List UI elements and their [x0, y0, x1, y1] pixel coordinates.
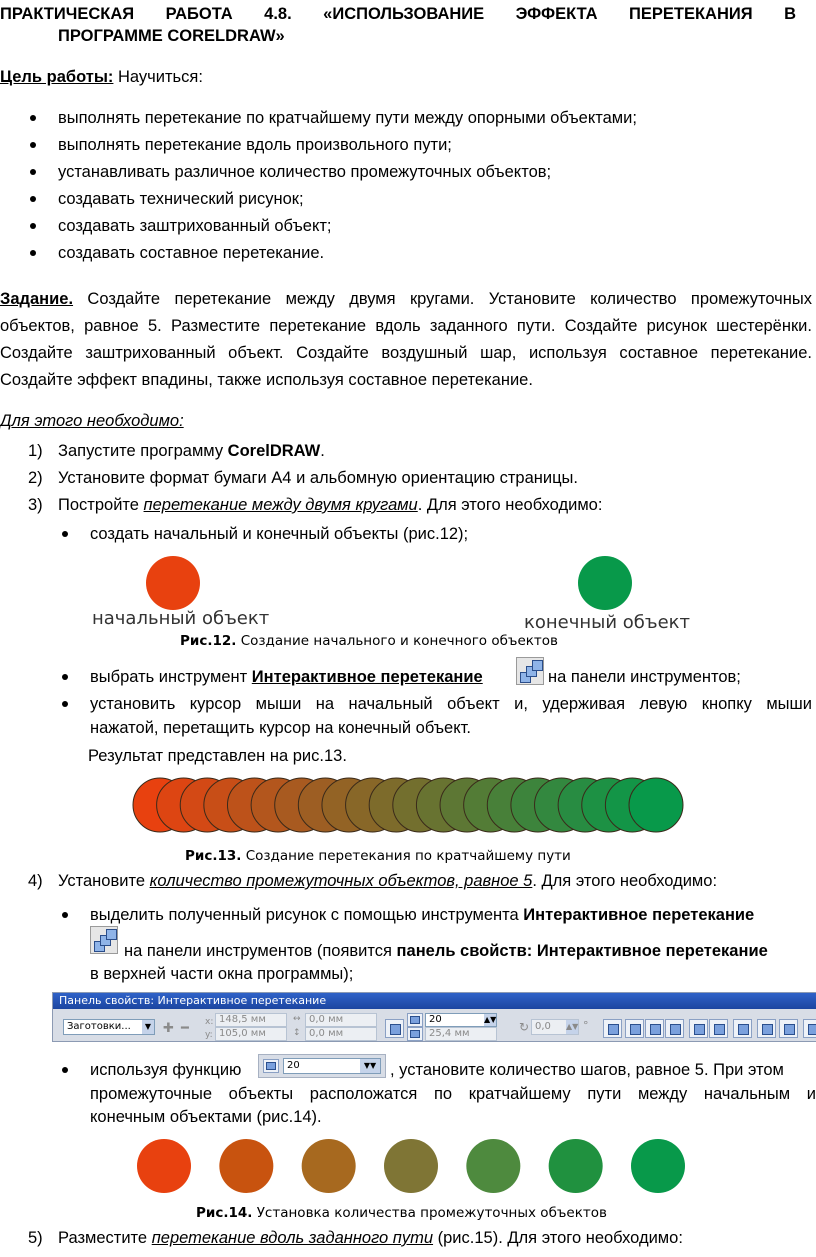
x-label: x:: [205, 1017, 214, 1027]
task-line: Создайте эффект впадины, также используя составное перетекание.: [0, 371, 533, 389]
task-text: Создайте перетекание между двумя кругами. Установите количество промежуточных: [73, 290, 812, 308]
steps-field[interactable]: [283, 1058, 381, 1074]
step-emphasis: перетекание между двумя кругами: [143, 496, 418, 514]
clockwise-blend-button[interactable]: [645, 1019, 664, 1038]
substep-tail: на панели инструментов;: [548, 668, 741, 686]
substep: нажатой, перетащить курсор на конечный объект.: [90, 719, 471, 737]
step-text: на панели инструментов (появится: [124, 942, 397, 960]
step-number: 5): [28, 1229, 43, 1247]
bullet-icon: [30, 223, 36, 229]
goal-text: Научиться:: [113, 68, 203, 86]
misc-blend-options-button[interactable]: [733, 1019, 752, 1038]
figure-14-caption: [196, 1205, 607, 1221]
spacing-toggle[interactable]: [407, 1027, 423, 1041]
degree-label: °: [583, 1019, 589, 1032]
size-accel-button[interactable]: [709, 1019, 728, 1038]
bullet-icon: [62, 531, 68, 537]
caption-text: Установка количества промежуточных объектов: [252, 1205, 607, 1221]
step-text: Установите: [58, 872, 150, 890]
caption-label: Рис.13.: [185, 848, 242, 864]
steps-toggle-icon: [263, 1059, 279, 1073]
interactive-blend-icon: [90, 926, 118, 954]
result-text: Результат представлен на рис.13.: [88, 747, 347, 765]
substep: конечным объектами (рис.14).: [90, 1108, 322, 1126]
goal-item: создавать заштрихованный объект;: [58, 217, 332, 235]
substep: используя функцию: [90, 1061, 242, 1079]
chevron-down-icon[interactable]: ▼: [142, 1020, 154, 1034]
figure-13-caption: [185, 848, 571, 864]
bullet-icon: [30, 169, 36, 175]
blend-step-circle: [137, 1139, 191, 1193]
blend-step-circle: [631, 1139, 685, 1193]
width-field[interactable]: 0,0 мм: [305, 1013, 377, 1027]
interactive-blend-icon: [516, 657, 544, 685]
direct-blend-button[interactable]: [625, 1019, 644, 1038]
property-bar: [52, 992, 816, 1042]
step-text: . Для этого необходимо:: [417, 496, 603, 514]
substep: создать начальный и конечный объекты (рис.12);: [90, 525, 469, 543]
step-text: Постройте: [58, 496, 144, 514]
width-icon: ↔: [293, 1014, 301, 1024]
step-text: Разместите: [58, 1229, 152, 1247]
presets-value: Заготовки...: [67, 1021, 131, 1032]
step-number: 2): [28, 469, 43, 487]
start-end-properties-button[interactable]: [757, 1019, 776, 1038]
step-5: [58, 1227, 683, 1249]
y-position-field[interactable]: 105,0 мм: [215, 1027, 287, 1041]
howto-heading: Для этого необходимо:: [0, 412, 184, 430]
end-circle: [578, 556, 632, 610]
step-text: Запустите программу: [58, 442, 228, 460]
bullet-icon: [62, 1067, 68, 1073]
end-object-label: конечный объект: [524, 612, 691, 633]
spin-icon[interactable]: ▼▼: [360, 1059, 380, 1073]
step-2: Установите формат бумаги А4 и альбомную ориентацию страницы.: [58, 469, 578, 487]
page-title: ПРАКТИЧЕСКАЯ РАБОТА 4.8. «ИСПОЛЬЗОВАНИЕ ЭФФЕКТА ПЕРЕТЕКАНИЯ В: [0, 5, 796, 23]
blend-step-circle: [219, 1139, 273, 1193]
substep: промежуточные объекты расположатся по кратчайшему пути между начальным и: [90, 1085, 816, 1103]
height-field[interactable]: 0,0 мм: [305, 1027, 377, 1041]
presets-dropdown[interactable]: [63, 1019, 155, 1035]
rotation-icon: ↻: [519, 1020, 530, 1034]
steps-value: 20: [429, 1014, 442, 1025]
bullet-icon: [30, 196, 36, 202]
bullet-icon: [30, 142, 36, 148]
task-line: объектов, равное 5. Разместите перетекание вдоль заданного пути. Создайте рисунок шестерёнки.: [0, 317, 812, 335]
loop-blend-button[interactable]: [603, 1019, 622, 1038]
figure-12-caption: [180, 633, 558, 649]
blend-step-circle: [466, 1139, 520, 1193]
panel-name: панель свойств: Интерактивное перетекание: [396, 942, 768, 960]
step-emphasis: перетекание вдоль заданного пути: [151, 1229, 434, 1247]
goal-item: создавать технический рисунок;: [58, 190, 304, 208]
blend-step-circle: [629, 778, 683, 832]
blend-step-circle: [384, 1139, 438, 1193]
goal-item: выполнять перетекание вдоль произвольного пути;: [58, 136, 452, 154]
caption-text: Создание начального и конечного объектов: [236, 633, 559, 649]
task-line: [0, 288, 812, 310]
substep: в верхней части окна программы);: [90, 965, 354, 983]
step-number: 4): [28, 872, 43, 890]
bullet-icon: [62, 674, 68, 680]
start-circle: [146, 556, 200, 610]
step-4: [58, 870, 717, 892]
step-bold: CorelDRAW: [227, 442, 321, 460]
step-1: [58, 440, 325, 462]
rotation-value: 0,0: [535, 1021, 551, 1032]
clear-blend-button[interactable]: [803, 1019, 816, 1038]
step-3: [58, 494, 602, 516]
spin-icon[interactable]: ▲▼: [566, 1020, 578, 1034]
substep: [90, 904, 816, 926]
plus-icon[interactable]: ✚: [163, 1021, 174, 1036]
spacing-field[interactable]: 25,4 мм: [425, 1027, 497, 1041]
height-icon: ↕: [293, 1028, 301, 1038]
step-emphasis: количество промежуточных объектов, равное 5: [149, 872, 533, 890]
caption-label: Рис.14.: [196, 1205, 253, 1221]
goal-item: выполнять перетекание по кратчайшему пути между опорными объектами;: [58, 109, 637, 127]
object-color-accel-button[interactable]: [689, 1019, 708, 1038]
step-number: 3): [28, 496, 43, 514]
goal-item: создавать составное перетекание.: [58, 244, 325, 262]
goal-heading: [0, 66, 203, 88]
tool-name: Интерактивное перетекание: [251, 668, 483, 686]
step-text: выделить полученный рисунок с помощью инструмента: [90, 906, 524, 924]
step-text: . Для этого необходимо:: [532, 872, 718, 890]
steps-spacing-toggle[interactable]: [407, 1013, 423, 1027]
blend-5-steps: [0, 1132, 816, 1200]
substep: [90, 666, 483, 688]
bullet-icon: [62, 701, 68, 707]
bullet-icon: [30, 250, 36, 256]
blend-step-circle: [549, 1139, 603, 1193]
substep: установить курсор мыши на начальный объект и, удерживая левую кнопку мыши: [90, 695, 812, 713]
rotation-field[interactable]: [531, 1019, 579, 1035]
step-text: (рис.15). Для этого необходимо:: [433, 1229, 683, 1247]
steps-field[interactable]: [425, 1013, 497, 1027]
steps-value: 20: [287, 1060, 300, 1071]
path-properties-button[interactable]: [779, 1019, 798, 1038]
blend-20-steps: [0, 770, 816, 840]
object-size-button[interactable]: [385, 1019, 404, 1038]
caption-label: Рис.12.: [180, 633, 237, 649]
step-text: выбрать инструмент: [90, 668, 252, 686]
step-number: 1): [28, 442, 43, 460]
y-label: y:: [205, 1030, 213, 1040]
task-line: Создайте заштрихованный объект. Создайте воздушный шар, используя составное перетекание.: [0, 344, 812, 362]
goal-item: устанавливать различное количество промежуточных объектов;: [58, 163, 552, 181]
step-text: .: [320, 442, 325, 460]
substep: , установите количество шагов, равное 5. При этом: [390, 1061, 784, 1079]
bullet-icon: [62, 912, 68, 918]
minus-icon[interactable]: ━: [181, 1021, 189, 1036]
caption-text: Создание перетекания по кратчайшему пути: [241, 848, 571, 864]
spin-icon[interactable]: ▲▼: [484, 1015, 497, 1024]
substep: [124, 940, 816, 962]
task-label: Задание.: [0, 290, 74, 308]
start-object-label: начальный объект: [92, 608, 270, 629]
counter-clockwise-blend-button[interactable]: [665, 1019, 684, 1038]
steps-function-snippet: [258, 1054, 386, 1078]
tool-name: Интерактивное перетекание: [523, 906, 755, 924]
property-bar-title: Панель свойств: Интерактивное перетекание: [53, 993, 816, 1009]
x-position-field[interactable]: 148,5 мм: [215, 1013, 287, 1027]
page-title-line2: ПРОГРАММЕ CORELDRAW»: [58, 27, 285, 45]
bullet-icon: [30, 115, 36, 121]
goal-label: Цель работы:: [0, 68, 114, 86]
blend-step-circle: [302, 1139, 356, 1193]
